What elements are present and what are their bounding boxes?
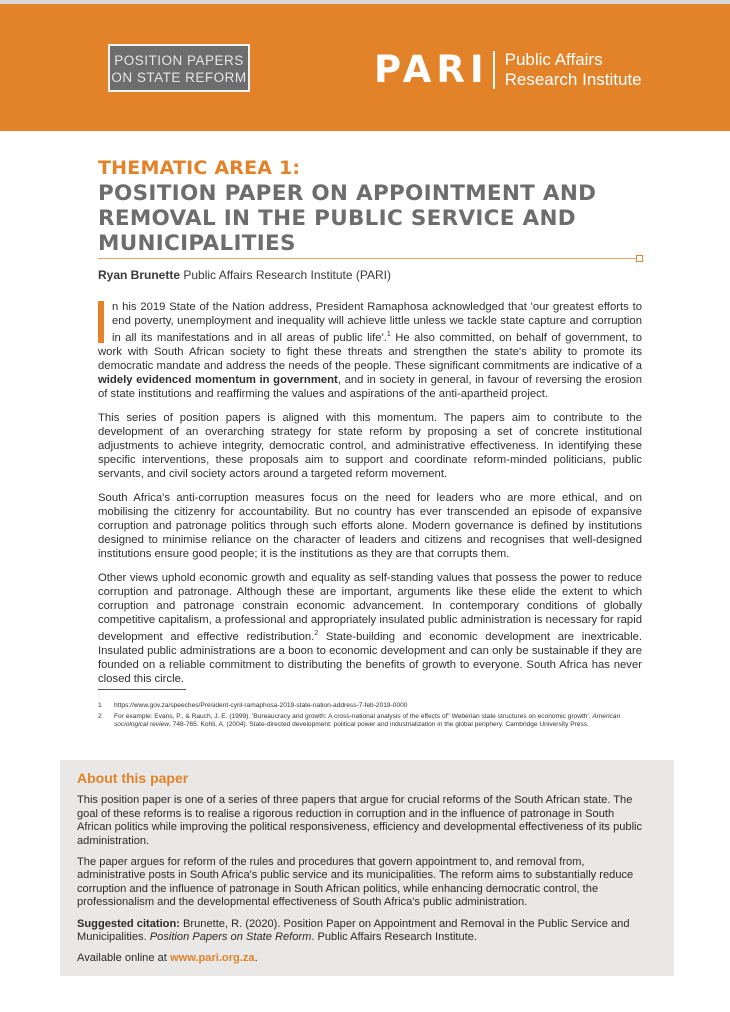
logo-line-1: Public Affairs [504, 50, 603, 69]
citation-text-a: Brunette, R. (2020). Position Paper on Appointment and Removal in the Public Service and Municipalities. [77, 917, 630, 944]
footnote-2-journal: American sociological review [114, 713, 621, 728]
about-paragraph-1: This position paper is one of a series of three papers that argue for crucial reforms of the South African state. The goal of these reforms is to realise a rigorous reduction in corruption and in the influence of patronage in South African politics while improving the political responsiveness, efficiency and developmental effectiveness of its public administration. [77, 794, 643, 847]
page-title [98, 181, 638, 256]
about-paragraph-2: The paper argues for reform of the rules and procedures that govern appointment to, and removal from, administrative posts in South Africa's public service and its municipalities. The reform aims to substantially reduce corruption and the influence of patronage in South African politics, while enhancing democratic control, the professionalism and the developmental effectiveness of South Africa's public administration. [77, 856, 634, 909]
about-title: About this paper [77, 770, 189, 786]
author-line [98, 268, 391, 282]
author-name: Ryan Brunette [98, 268, 181, 282]
availability-label: Available online at [77, 952, 170, 965]
footnote-1-link[interactable]: https://www.gov.za/speeches/President-cyril-ramaphosa-2019-state-nation-address-7-feb-2019-0000 [114, 702, 408, 709]
about-content [77, 772, 649, 974]
logo-divider [493, 51, 495, 89]
website-link[interactable]: www.pari.org.za [169, 952, 255, 965]
footnote-1 [98, 702, 646, 710]
footnote-2-number: 2 [98, 713, 102, 720]
footnote-2-text-a: For example: Evans, P., & Rauch, J. E. (1999). 'Bureaucracy and growth: A cross-national analysis of the effects of" Weberian state structures on economic growth'. [114, 713, 593, 720]
paragraph-4-text-b: State-building and economic development are inextricable. Insulated public administrations are a boon to economic development and can only be sustainable if they are founded on a reliable commitment to distributing the benefits of growth to everyone. South Africa has never closed this circle. [98, 630, 643, 685]
badge-line-1: POSITION PAPERS [114, 53, 244, 68]
title-line-1: POSITION PAPER ON APPOINTMENT AND [98, 181, 597, 206]
paragraph-4 [98, 571, 642, 686]
footnote-ref-2: 2 [314, 629, 319, 637]
badge-line-2: ON STATE REFORM [111, 70, 247, 85]
paragraph-1-text-a: n his 2019 State of the Nation address, President Ramaphosa acknowledged that 'our greatest efforts to end poverty, unemployment and inequality will achieve little unless we tackle state capture and corruption in all its manifestations and in all areas of public life'. [112, 301, 642, 344]
footnote-rule [98, 689, 186, 690]
paragraph-1 [98, 300, 642, 401]
availability-end: . [254, 952, 258, 965]
paragraph-1-emphasis: widely evidenced momentum in government [98, 373, 338, 386]
footnote-2 [98, 713, 646, 729]
page-header [0, 4, 730, 131]
paragraph-2: This series of position papers is aligned with this momentum. The papers aim to contribute to the development of an overarching strategy for state reform by proposing a set of concrete institutional adjustments to achieve integrity, democratic control, and administrative effectiveness. In identifying these specific interventions, these proposals aim to support and coordinate reform-minded politicians, public servants, and civil society actors around a targeted reform movement. [98, 411, 642, 480]
drop-cap-bar [98, 301, 104, 343]
title-line-2: REMOVAL IN THE PUBLIC SERVICE AND [98, 206, 576, 231]
logo-line-2: Research Institute [504, 70, 642, 89]
about-box [60, 760, 674, 976]
citation-text-b: . Public Affairs Research Institute. [311, 931, 477, 944]
logo-text [505, 50, 642, 90]
title-rule [98, 258, 638, 259]
series-badge [108, 44, 250, 92]
title-line-3: MUNICIPALITIES [98, 231, 296, 256]
title-rule-end [636, 255, 643, 262]
author-affiliation: Public Affairs Research Institute (PARI) [183, 268, 391, 282]
pari-logo [374, 48, 642, 92]
logo-wordmark: PARI [374, 48, 489, 91]
paragraph-1-text-b: He also committed, on behalf of government, to work with South African society to fight these threats and strengthen the state's ability to promote its democratic mandate and address the needs of the people. These significant commitments are indicative of a [98, 331, 642, 372]
paragraph-4-text-a: Other views uphold economic growth and equality as self-standing values that possess the power to reduce corruption and patronage. Although these are important, arguments like these elide the extent to which corruption and patronage constrain economic advancement. In contemporary conditions of globally competitive capitalism, a professional and appropriately insulated public administration is necessary for rapid development and effective redistribution. [98, 571, 642, 643]
footnote-1-number: 1 [98, 702, 102, 709]
thematic-area-label: THEMATIC AREA 1: [98, 157, 301, 179]
footnote-ref-1: 1 [386, 331, 391, 338]
availability [77, 952, 649, 965]
footnote-2-text-b: , 748-765. Kohli, A. (2004). State-directed development: political power and industrialization in the global periphery. Cambridge University Press. [168, 721, 589, 728]
footnote-2-text [114, 713, 646, 729]
main-body [98, 300, 642, 696]
citation [77, 918, 649, 945]
footnotes [98, 702, 646, 732]
citation-label: Suggested citation: [77, 917, 180, 930]
paragraph-3: South Africa's anti-corruption measures focus on the need for leaders who are more ethical, and on mobilising the citizenry for accountability. But no country has ever transcended an episode of expansive corruption and patronage politics through such efforts alone. Modern governance is defined by institutions designed to minimise reliance on the character of leaders and citizens and recognises that well-designed institutions ensure good people; it is the institutions as they are that corrupts them. [98, 491, 642, 560]
citation-series: Position Papers on State Reform [149, 931, 312, 944]
paragraph-1-text-c: , and in society in general, in favour of reversing the erosion of state institutions and reaffirming the values and aspirations of the anti-apartheid project. [98, 373, 642, 400]
